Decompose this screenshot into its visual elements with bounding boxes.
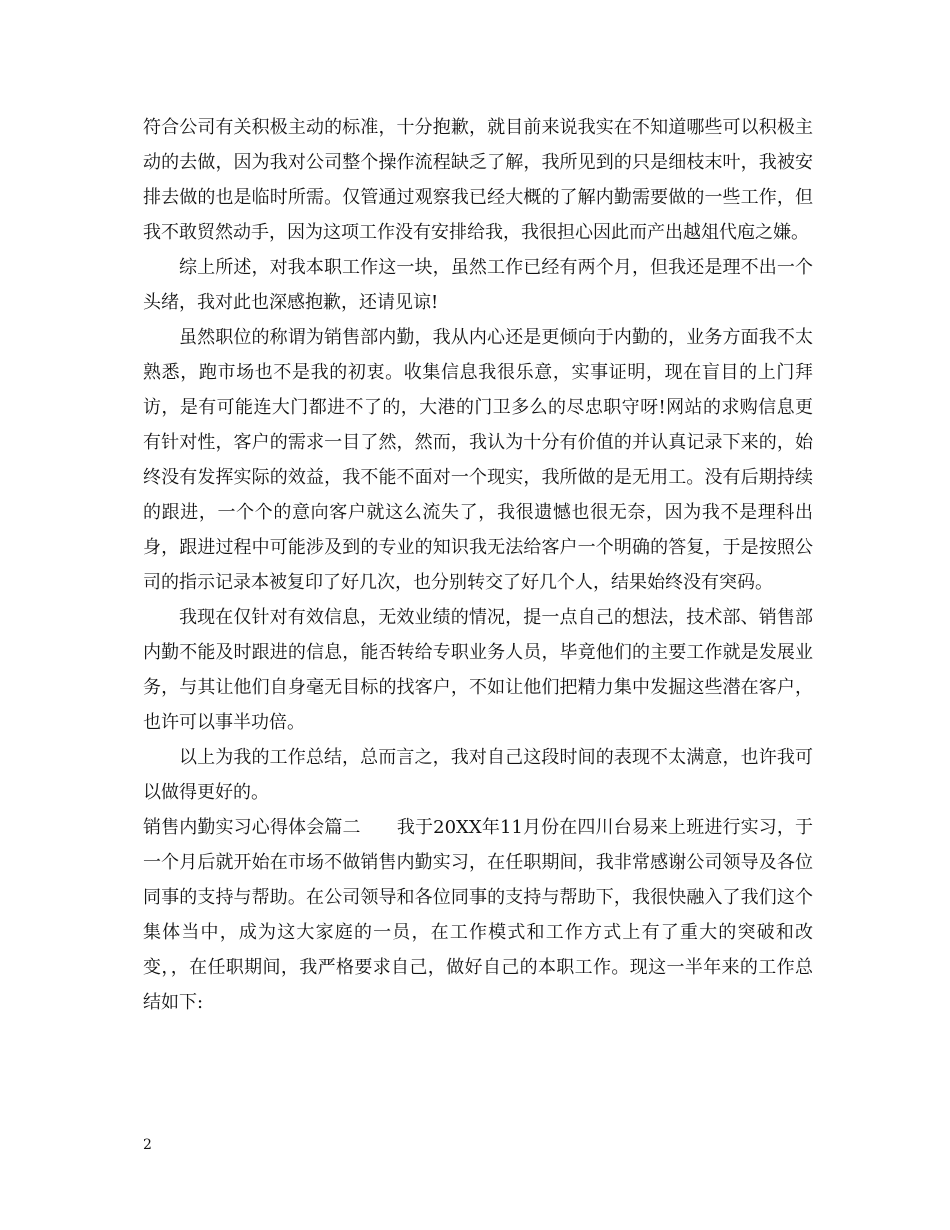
paragraph-2: 综上所述，对我本职工作这一块，虽然工作已经有两个月，但我还是理不出一个头绪，我对此也深感抱歉，还请见谅! [143, 257, 813, 313]
paragraph-4: 我现在仅针对有效信息，无效业绩的情况，提一点自己的想法，技术部、销售部内勤不能及时跟进的信息，能否转给专职业务人员，毕竟他们的主要工作就是发展业务，与其让他们自身毫无目标的找客户，不如让他们把精力集中发掘这些潜在客户，也许可以事半功倍。 [143, 607, 813, 733]
document-body [143, 110, 813, 1020]
page-number: 2 [143, 1137, 152, 1153]
paragraph-1: 符合公司有关积极主动的标准，十分抱歉，就目前来说我实在不知道哪些可以积极主动的去做，因为我对公司整个操作流程缺乏了解，我所见到的只是细枝末叶，我被安排去做的也是临时所需。仅管通过观察我已经大概的了解内勤需要做的一些工作，但我不敢贸然动手，因为这项工作没有安排给我，我很担心因此而产出越俎代庖之嫌。 [143, 117, 813, 243]
paragraph-6-section-heading: 销售内勤实习心得体会篇二 我于20XX年11月份在四川台易来上班进行实习，于一个月后就开始在市场不做销售内勤实习，在任职期间，我非常感谢公司领导及各位同事的支持与帮助。在公司领导和各位同事的支持与帮助下，我很快融入了我们这个集体当中，成为这大家庭的一员，在工作模式和工作方式上有了重大的突破和改变，，在任职期间，我严格要求自己，做好自己的本职工作。现这一半年来的工作总结如下: [143, 817, 813, 1013]
paragraph-5: 以上为我的工作总结，总而言之，我对自己这段时间的表现不太满意，也许我可以做得更好的。 [143, 747, 813, 803]
paragraph-3: 虽然职位的称谓为销售部内勤，我从内心还是更倾向于内勤的，业务方面我不太熟悉，跑市场也不是我的初衷。收集信息我很乐意，实事证明，现在盲目的上门拜访，是有可能连大门都进不了的，大港的门卫多么的尽忠职守呀!网站的求购信息更有针对性，客户的需求一目了然，然而，我认为十分有价值的并认真记录下来的，始终没有发挥实际的效益，我不能不面对一个现实，我所做的是无用工。没有后期持续的跟进，一个个的意向客户就这么流失了，我很遗憾也很无奈，因为我不是理科出身，跟进过程中可能涉及到的专业的知识我无法给客户一个明确的答复，于是按照公司的指示记录本被复印了好几次，也分别转交了好几个人，结果始终没有突码。 [143, 327, 813, 593]
